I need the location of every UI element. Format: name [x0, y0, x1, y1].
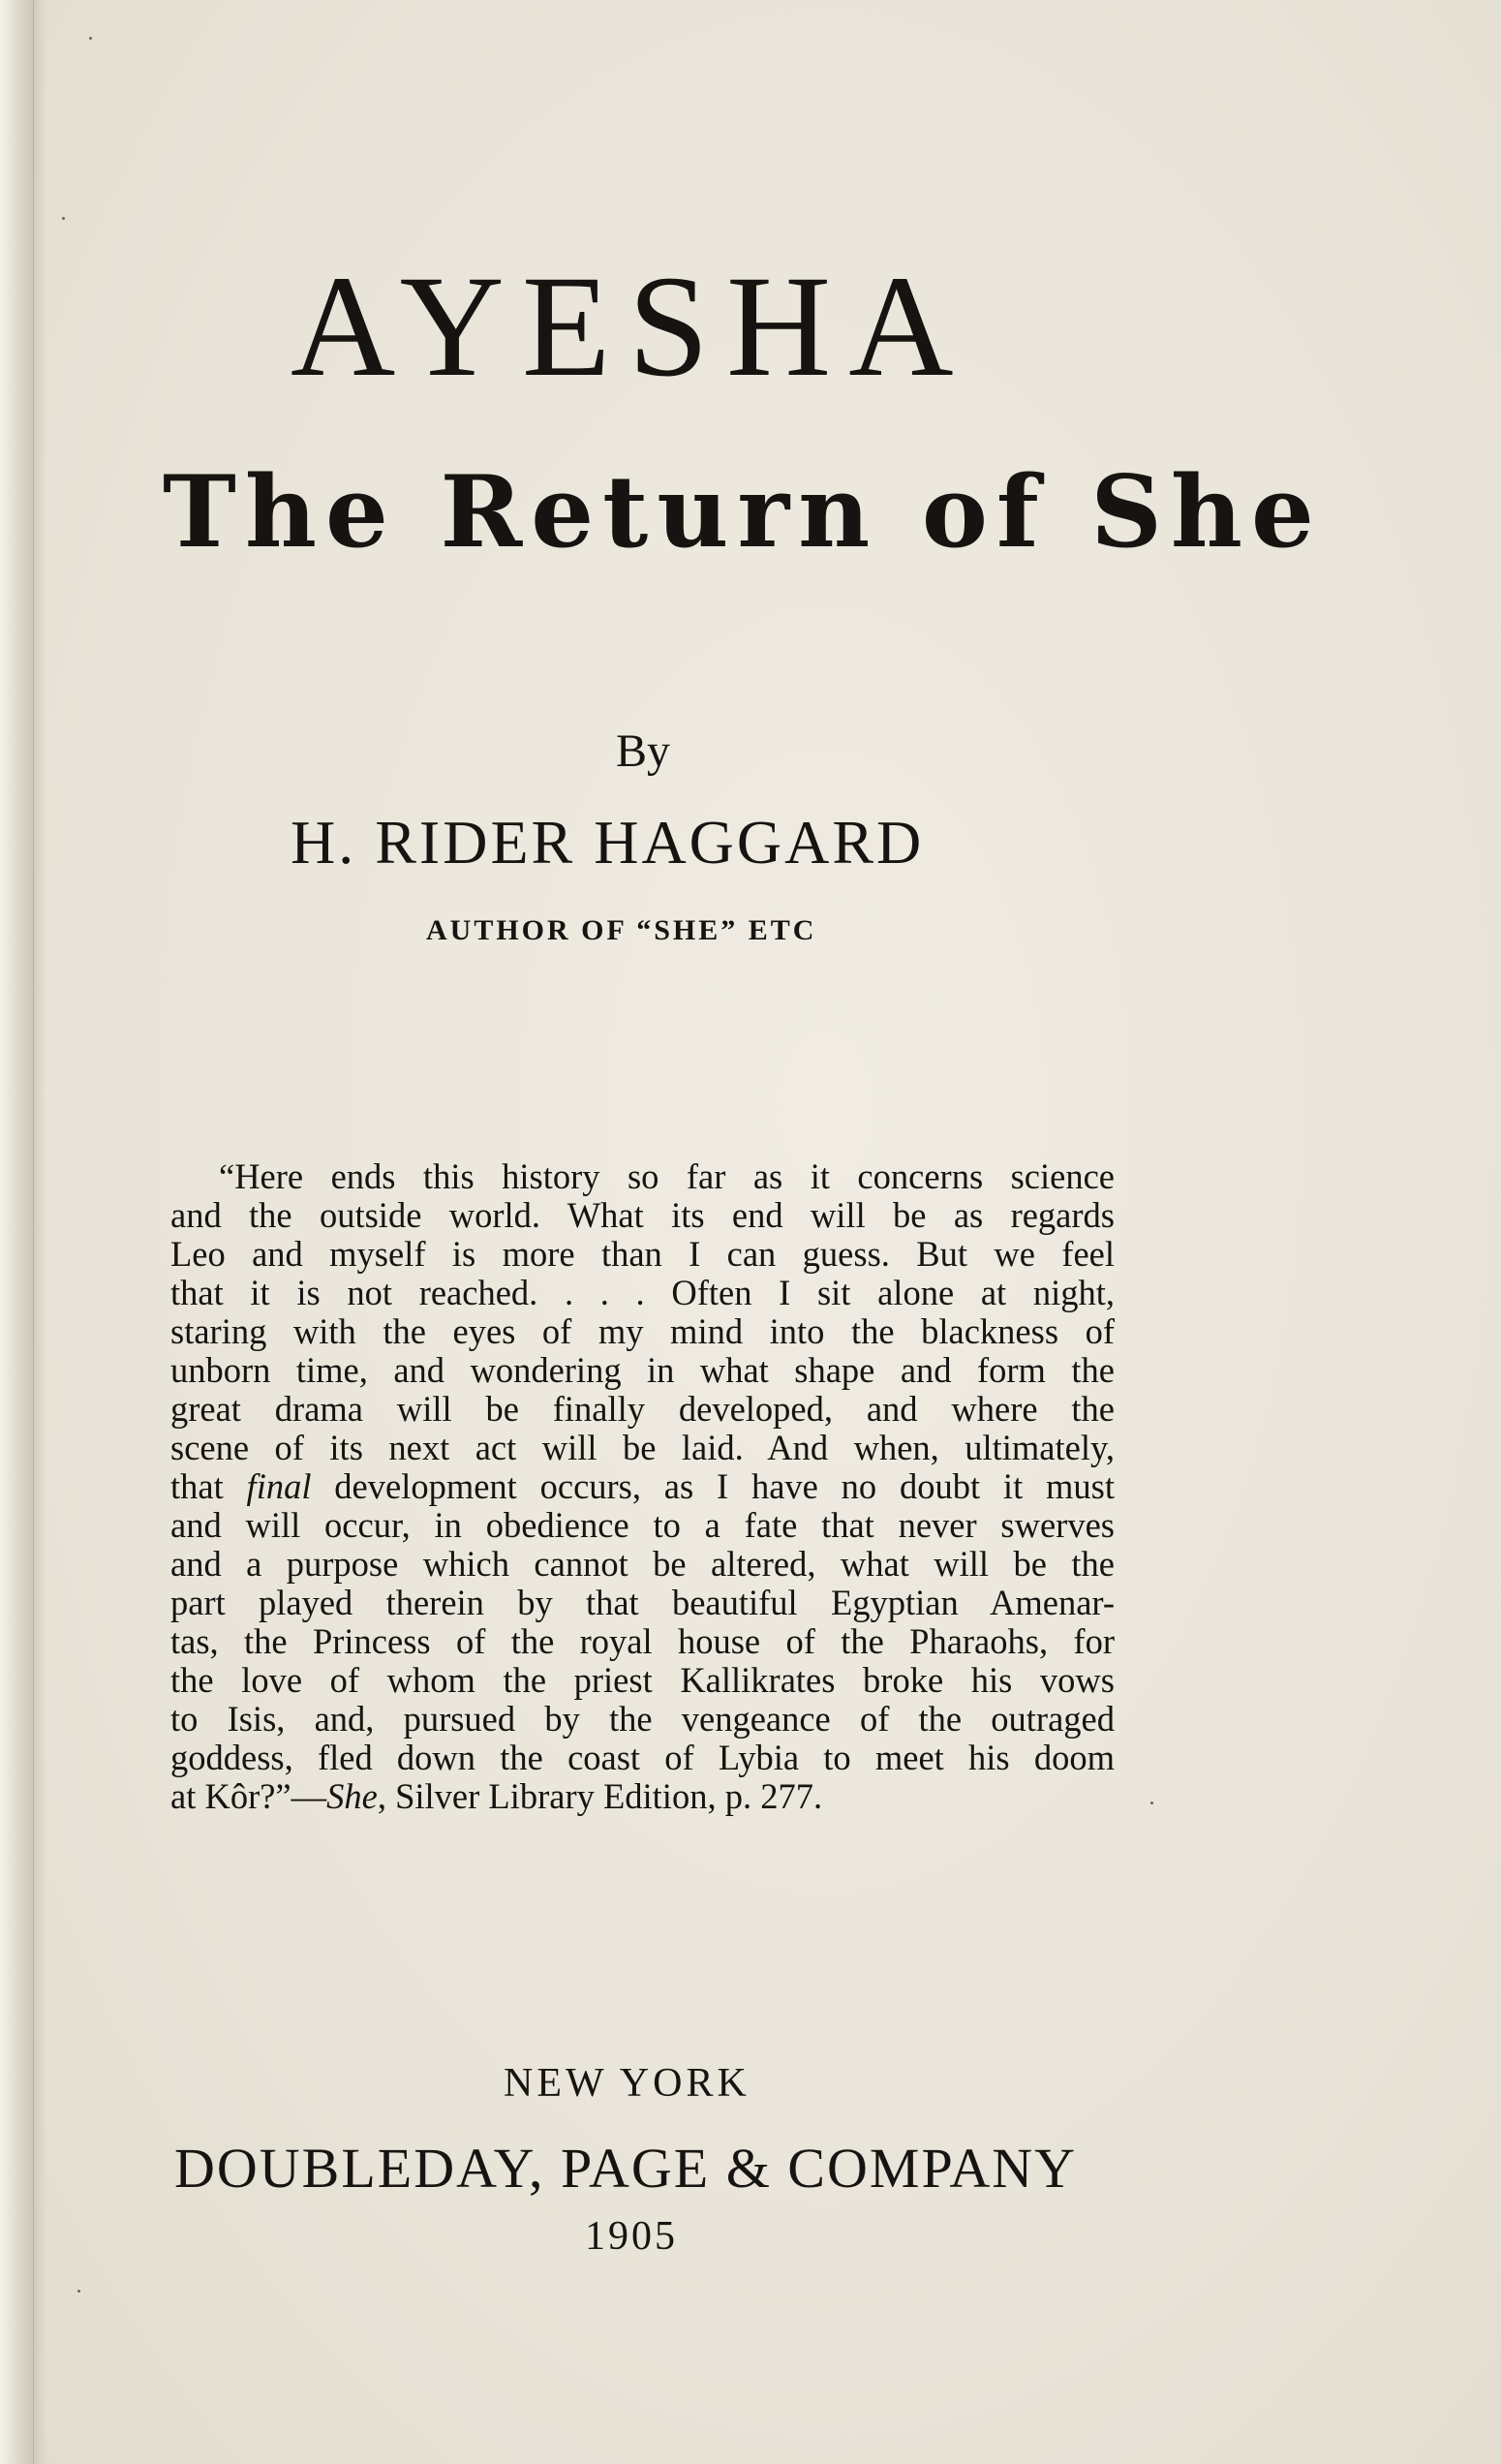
epigraph-line: staring with the eyes of my mind into the blackness of	[170, 1311, 1115, 1351]
by-line: By	[616, 725, 671, 777]
epigraph-line: the love of whom the priest Kallikrates broke his vows	[170, 1660, 1115, 1700]
epigraph-line: unborn time, and wondering in what shape and form the	[170, 1350, 1115, 1390]
author-name: H. RIDER HAGGARD	[291, 808, 925, 877]
book-title: AYESHA	[291, 246, 971, 407]
epigraph-line-final	[170, 1467, 1115, 1506]
epigraph-source-title: She	[326, 1776, 378, 1816]
imprint-city: NEW YORK	[504, 2061, 750, 2106]
imprint-year: 1905	[585, 2214, 678, 2259]
epigraph-line: that it is not reached. . . . Often I sit alone at night,	[170, 1273, 1115, 1312]
epigraph-line: tas, the Princess of the royal house of the Pharaohs, for	[170, 1621, 1115, 1661]
paper-speck	[62, 217, 65, 220]
epigraph-line: Leo and myself is more than I can guess. But we feel	[170, 1234, 1115, 1274]
epigraph-text: , Silver Library Edition, p. 277.	[377, 1776, 823, 1816]
paper-speck	[77, 2290, 80, 2293]
epigraph-line: goddess, fled down the coast of Lybia to meet his doom	[170, 1738, 1115, 1777]
epigraph-line: scene of its next act will be laid. And when, ultimately,	[170, 1428, 1115, 1467]
epigraph-text: that	[170, 1466, 247, 1506]
author-credit: AUTHOR OF “SHE” ETC	[426, 914, 817, 946]
epigraph-line: part played therein by that beautiful Egyptian Amenar-	[170, 1583, 1115, 1622]
epigraph-line: “Here ends this history so far as it concerns science	[219, 1156, 1115, 1196]
epigraph-line: and the outside world. What its end will be as regards	[170, 1195, 1115, 1235]
epigraph-line: to Isis, and, pursued by the vengeance of the outraged	[170, 1699, 1115, 1739]
epigraph-text: at Kôr?”—	[170, 1776, 327, 1816]
paper-speck	[1150, 1802, 1153, 1804]
imprint-publisher: DOUBLEDAY, PAGE & COMPANY	[174, 2137, 1078, 2200]
epigraph-citation	[170, 1777, 1115, 1816]
epigraph-line: and a purpose which cannot be altered, what will be the	[170, 1544, 1115, 1584]
epigraph-italic-word: final	[246, 1466, 312, 1506]
paper-speck	[89, 37, 92, 40]
epigraph-text: development occurs, as I have no doubt it must	[311, 1466, 1116, 1506]
epigraph-line: great drama will be finally developed, and where the	[170, 1389, 1115, 1429]
page-spine-edge	[0, 0, 34, 2464]
book-subtitle: The Return of She	[163, 454, 1323, 570]
epigraph-quote	[170, 1157, 1115, 1816]
epigraph-line: and will occur, in obedience to a fate that never swerves	[170, 1505, 1115, 1545]
